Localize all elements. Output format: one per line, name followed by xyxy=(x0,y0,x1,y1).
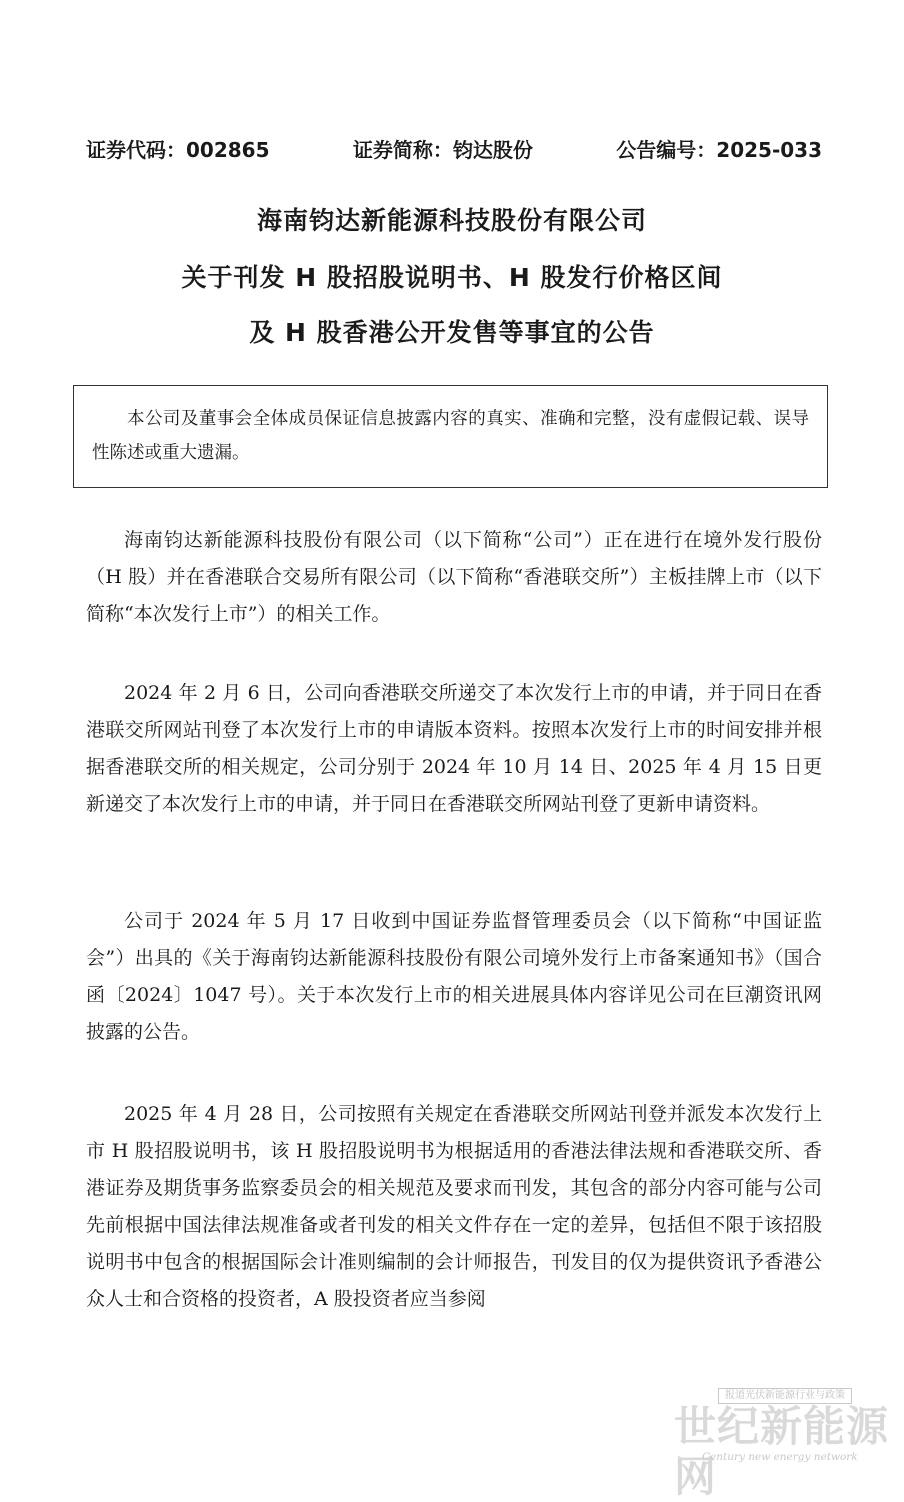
company-title: 海南钧达新能源科技股份有限公司 xyxy=(256,206,647,235)
body-paragraph-3: 公司于 2024 年 5 月 17 日收到中国证券监督管理委员会（以下简称“中国证监会”）出具的《关于海南钧达新能源科技股份有限公司境外发行上市备案通知书》（国合函〔2024〕1047 号）。关于本次发行上市的相关进展具体内容详见公司在巨潮资讯网披露的公告。 xyxy=(86,910,822,1043)
stock-short-name: 证券简称：钧达股份 xyxy=(352,138,533,162)
watermark-logo-text: 世纪新能源网 xyxy=(674,1402,890,1501)
disclosure-statement-box xyxy=(73,385,828,488)
stock-code: 证券代码：002865 xyxy=(86,138,270,162)
watermark-tagline: 报道光伏新能源行业与政策 xyxy=(718,1388,852,1404)
document-header xyxy=(86,137,822,163)
announcement-title-line-2: 及 H 股香港公开发售等事宜的公告 xyxy=(249,318,655,347)
watermark-english: Century new energy network xyxy=(702,1451,858,1463)
body-paragraph-4: 2025 年 4 月 28 日，公司按照有关规定在香港联交所网站刊登并派发本次发行上市 H 股招股说明书，该 H 股招股说明书为根据适用的香港法律法规和香港联交所、香港证券及期货事务监察委员会的相关规范及要求而刊发，其包含的部分内容可能与公司先前根据中国法律法规准备或者刊发的相关文件存在一定的差异，包括但不限于该招股说明书中包含的根据国际会计准则编制的会计师报告，刊发目的仅为提供资讯予香港公众人士和合资格的投资者，A 股投资者应当参阅 xyxy=(86,1103,822,1310)
notice-number: 公告编号：2025-033 xyxy=(616,138,822,162)
body-paragraph-1: 海南钧达新能源科技股份有限公司（以下简称“公司”）正在进行在境外发行股份（H 股）并在香港联合交易所有限公司（以下简称“香港联交所”）主板挂牌上市（以下简称“本次发行上市”）的相关工作。 xyxy=(86,529,822,625)
disclosure-statement-text: 本公司及董事会全体成员保证信息披露内容的真实、准确和完整，没有虚假记载、误导性陈述或重大遗漏。 xyxy=(92,409,809,463)
announcement-title-line-1: 关于刊发 H 股招股说明书、H 股发行价格区间 xyxy=(181,263,723,292)
body-paragraph-2: 2024 年 2 月 6 日，公司向香港联交所递交了本次发行上市的申请，并于同日在香港联交所网站刊登了本次发行上市的申请版本资料。按照本次发行上市的时间安排并根据香港联交所的相关规定，公司分别于 2024 年 10 月 14 日、2025 年 4 月 15 日更新递交了本次发行上市的申请，并于同日在香港联交所网站刊登了更新申请资料。 xyxy=(86,682,822,815)
